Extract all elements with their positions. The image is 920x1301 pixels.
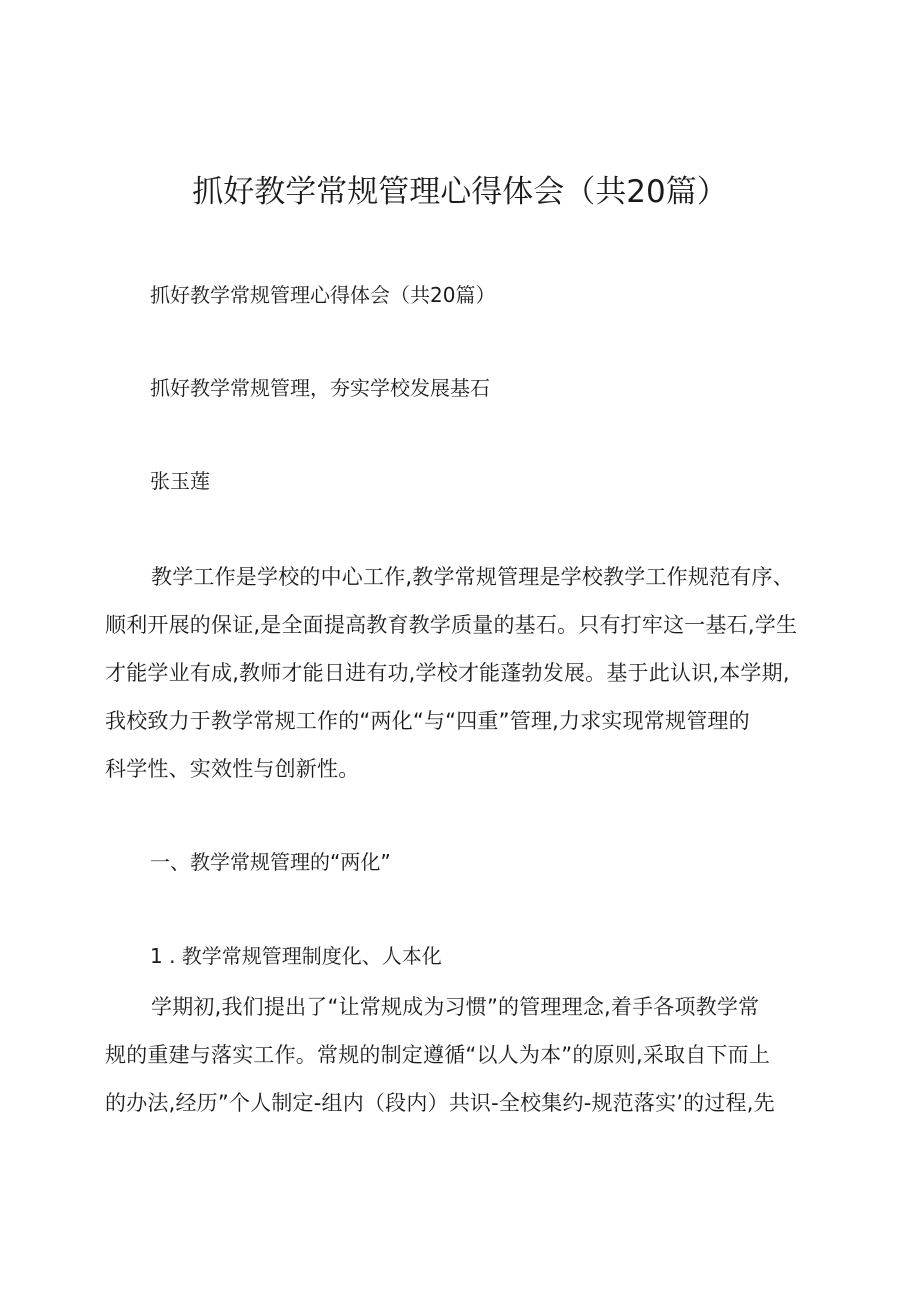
paragraph-line: 才能学业有成,教师才能日进有功,学校才能蓬勃发展。基于此认识,本学期,	[105, 661, 790, 685]
document-subtitle: 抓好教学常规管理心得体会（共20篇）	[150, 283, 496, 307]
author-name: 张玉莲	[150, 469, 210, 493]
paragraph-line: 顺利开展的保证,是全面提高教育教学质量的基石。只有打牢这一基石,学生	[105, 613, 798, 637]
paragraph-body	[105, 983, 825, 1127]
section-heading: 一、教学常规管理的“两化”	[150, 850, 391, 874]
paragraph-line: 科学性、实效性与创新性。	[105, 757, 360, 781]
paragraph-line: 我校致力于教学常规工作的“两化“与“四重”管理,力求实现常规管理的	[105, 709, 750, 733]
article-heading: 抓好教学常规管理，夯实学校发展基石	[150, 376, 490, 400]
paragraph-line: 学期初,我们提出了“让常规成为习惯”的管理理念,着手各项教学常	[151, 995, 760, 1019]
paragraph-line: 教学工作是学校的中心工作,教学常规管理是学校教学工作规范有序、	[151, 565, 794, 589]
paragraph-line: 规的重建与落实工作。常规的制定遵循“以人为本”的原则,采取自下而上	[105, 1043, 771, 1067]
document-title: 抓好教学常规管理心得体会（共20篇）	[192, 174, 728, 210]
subsection-heading: 1 . 教学常规管理制度化、人本化	[150, 944, 442, 968]
paragraph-intro	[105, 553, 825, 793]
paragraph-line: 的办法,经历”个人制定-组内（段内）共识-全校集约-规范落实’的过程,先	[105, 1091, 775, 1115]
